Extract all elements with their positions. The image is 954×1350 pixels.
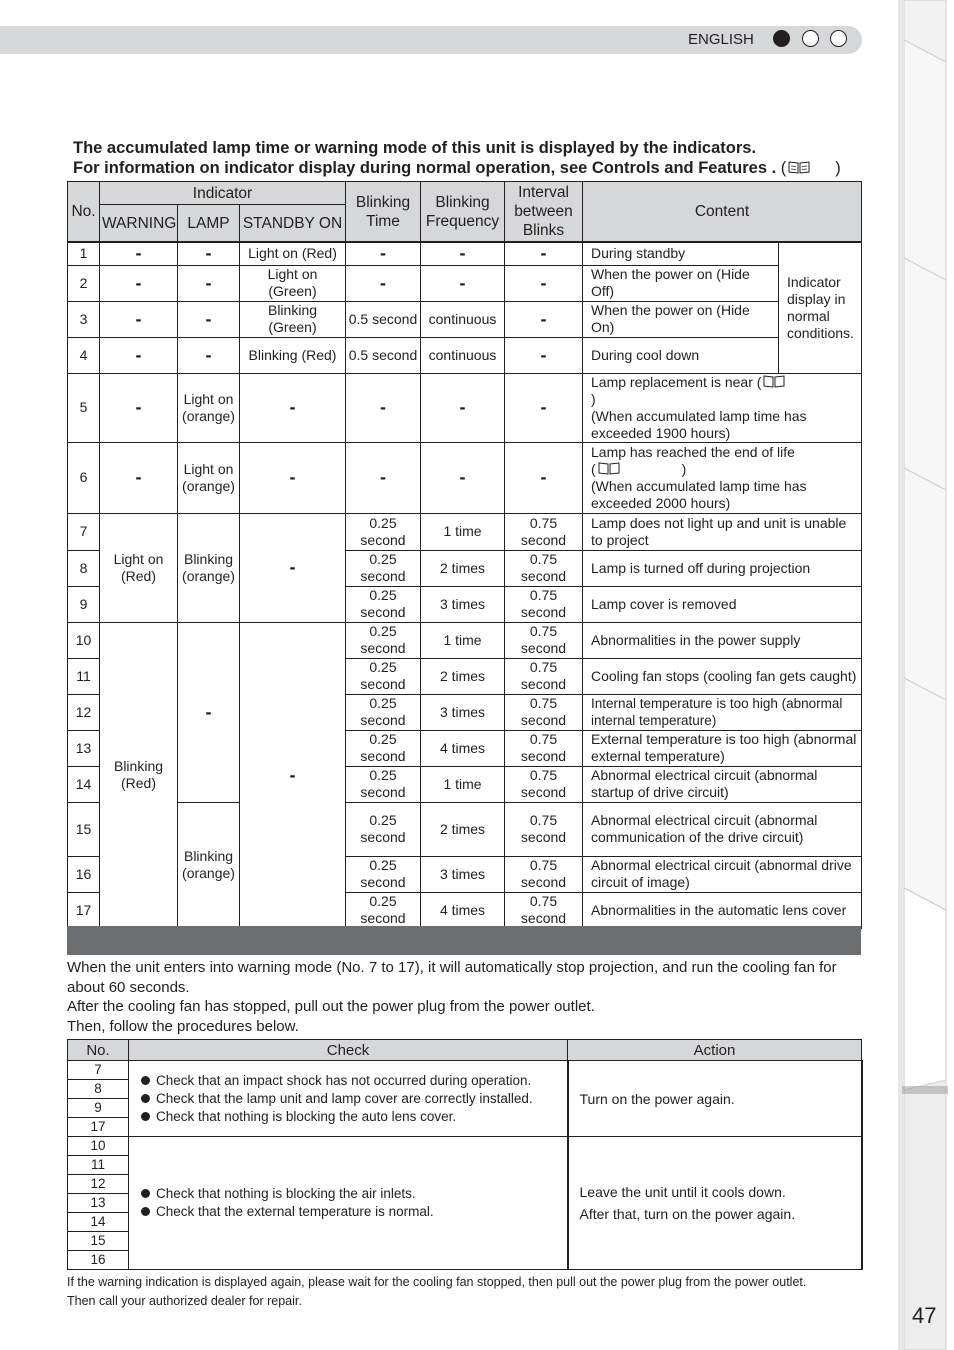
content-cell: When the power on (Hide On)	[583, 301, 779, 337]
header-blinking-time: Blinking Time	[346, 182, 421, 243]
content-cell: Lamp is turned off during projection	[583, 550, 862, 586]
freq-cell: 2 times	[421, 802, 505, 856]
bullet-icon	[141, 1076, 150, 1085]
lamp-cell: Blinking (orange)	[178, 513, 240, 622]
lamp-cell: Light on (orange)	[178, 442, 240, 513]
warning-mode-text	[67, 958, 857, 1036]
freq-cell: -	[421, 442, 505, 513]
row-no: 12	[68, 694, 100, 730]
standby-cell: Light on (Red)	[240, 242, 346, 265]
table-row	[68, 373, 862, 442]
warning-cell: -	[100, 301, 178, 337]
content-cell: External temperature is too high (abnormal external temperature)	[583, 730, 862, 766]
header-blinking-frequency: Blinking Frequency	[421, 182, 505, 243]
warning-cell: -	[100, 442, 178, 513]
lamp-cell: Blinking (orange)	[178, 802, 240, 928]
bullet-icon	[141, 1189, 150, 1198]
action-cell: Turn on the power again.	[568, 1061, 862, 1137]
standby-cell: -	[240, 513, 346, 622]
table-row	[68, 1061, 862, 1080]
page-indicator-dot	[830, 30, 847, 47]
time-cell: 0.25 second	[346, 586, 421, 622]
freq-cell: continuous	[421, 337, 505, 373]
intro-line-2: For information on indicator display during normal operation, see Controls and Features . ( )	[73, 159, 841, 177]
interval-cell: -	[505, 242, 583, 265]
content-cell: Abnormal electrical circuit (abnormal communication of the drive circuit)	[583, 802, 862, 856]
standby-cell: Light on (Green)	[240, 265, 346, 301]
content-cell: During standby	[583, 242, 779, 265]
row-no: 2	[68, 265, 100, 301]
freq-cell: 1 time	[421, 622, 505, 658]
row-no: 14	[68, 766, 100, 802]
row-no: 10	[68, 622, 100, 658]
row-no: 1	[68, 242, 100, 265]
row-no: 12	[68, 1175, 129, 1194]
table-row	[68, 622, 862, 658]
table-row	[68, 802, 862, 856]
warning-paragraph-1: When the unit enters into warning mode (No. 7 to 17), it will automatically stop projection, and run the cooling fan for about 60 seconds.	[67, 959, 837, 996]
table-row	[68, 513, 862, 550]
row-no: 15	[68, 1232, 129, 1251]
content-cell: Internal temperature is too high (abnormal internal temperature)	[583, 694, 862, 730]
content-cell: Lamp replacement is near () (When accumulated lamp time has exceeded 1900 hours)	[583, 373, 862, 442]
row-no: 17	[68, 1118, 129, 1137]
row-no: 9	[68, 586, 100, 622]
row-no: 8	[68, 550, 100, 586]
row-no: 6	[68, 442, 100, 513]
standby-cell: -	[240, 373, 346, 442]
interval-cell: 0.75 second	[505, 586, 583, 622]
time-cell: -	[346, 242, 421, 265]
section-tabs	[896, 0, 954, 1350]
footnote: If the warning indication is displayed again, please wait for the cooling fan stopped, then pull out the power plug from the power outlet. Then call your authorized dealer for repair.	[67, 1275, 807, 1308]
time-cell: 0.25 second	[346, 802, 421, 856]
bullet-icon	[141, 1094, 150, 1103]
row-no: 4	[68, 337, 100, 373]
row-no: 5	[68, 373, 100, 442]
lamp-cell: -	[178, 242, 240, 265]
page-number: 47	[912, 1303, 937, 1328]
warning-cell: Light on (Red)	[100, 513, 178, 622]
lamp-cell: -	[178, 265, 240, 301]
bullet-icon	[141, 1112, 150, 1121]
row-no: 11	[68, 1156, 129, 1175]
lamp-cell: -	[178, 337, 240, 373]
freq-cell: 3 times	[421, 694, 505, 730]
interval-cell: -	[505, 265, 583, 301]
lamp-cell: -	[178, 622, 240, 802]
header-lamp: LAMP	[178, 205, 240, 243]
freq-cell: 1 time	[421, 513, 505, 550]
interval-cell: 0.75 second	[505, 550, 583, 586]
page-indicator-dot-filled	[773, 30, 790, 47]
content-cell: Lamp cover is removed	[583, 586, 862, 622]
check-cell: Check that an impact shock has not occurred during operation. Check that the lamp unit and lamp cover are correctly installed. Check that nothing is blocking the auto lens cover.	[129, 1061, 568, 1137]
table-row	[68, 442, 862, 513]
row-no: 10	[68, 1137, 129, 1156]
language-label: ENGLISH	[688, 31, 754, 48]
indicator-table	[67, 181, 862, 929]
row-no: 16	[68, 1251, 129, 1270]
warning-paragraph-3: Then, follow the procedures below.	[67, 1017, 299, 1035]
freq-cell: 2 times	[421, 550, 505, 586]
row-no: 13	[68, 1194, 129, 1213]
header-indicator: Indicator	[100, 182, 346, 205]
row-no: 11	[68, 658, 100, 694]
table-row	[68, 301, 862, 337]
row-no: 16	[68, 856, 100, 892]
interval-cell: -	[505, 373, 583, 442]
interval-cell: 0.75 second	[505, 658, 583, 694]
lamp-cell: -	[178, 301, 240, 337]
standby-cell: Blinking (Green)	[240, 301, 346, 337]
warning-cell: -	[100, 242, 178, 265]
time-cell: 0.25 second	[346, 730, 421, 766]
normal-conditions-note: Indicator display in normal conditions.	[779, 242, 862, 373]
row-no: 3	[68, 301, 100, 337]
time-cell: -	[346, 442, 421, 513]
section-banner	[67, 926, 861, 955]
row-no: 7	[68, 513, 100, 550]
time-cell: 0.25 second	[346, 766, 421, 802]
header-no: No.	[68, 1040, 129, 1061]
bullet-icon	[141, 1207, 150, 1216]
freq-cell: -	[421, 242, 505, 265]
interval-cell: 0.75 second	[505, 513, 583, 550]
table-row	[68, 1137, 862, 1156]
action-cell: Leave the unit until it cools down. After that, turn on the power again.	[568, 1137, 862, 1270]
time-cell: 0.25 second	[346, 513, 421, 550]
warning-paragraph-2: After the cooling fan has stopped, pull out the power plug from the power outlet.	[67, 998, 595, 1015]
warning-cell: -	[100, 373, 178, 442]
warning-cell: Blinking (Red)	[100, 622, 178, 928]
row-no: 13	[68, 730, 100, 766]
standby-cell: -	[240, 442, 346, 513]
time-cell: 0.25 second	[346, 622, 421, 658]
interval-cell: 0.75 second	[505, 694, 583, 730]
book-reference-icon	[763, 375, 785, 388]
page-indicator-dot	[802, 30, 819, 47]
book-reference-icon	[598, 462, 620, 475]
content-cell: During cool down	[583, 337, 779, 373]
interval-cell: -	[505, 442, 583, 513]
content-cell: Abnormalities in the automatic lens cover	[583, 892, 862, 928]
interval-cell: 0.75 second	[505, 622, 583, 658]
interval-cell: 0.75 second	[505, 766, 583, 802]
header-standby-on: STANDBY ON	[240, 205, 346, 243]
header-content: Content	[583, 182, 862, 243]
table-row	[68, 337, 862, 373]
row-no: 14	[68, 1213, 129, 1232]
freq-cell: 3 times	[421, 586, 505, 622]
interval-cell: 0.75 second	[505, 730, 583, 766]
freq-cell: 4 times	[421, 892, 505, 928]
header-action: Action	[568, 1040, 862, 1061]
time-cell: 0.25 second	[346, 856, 421, 892]
time-cell: -	[346, 265, 421, 301]
table-row	[68, 265, 862, 301]
content-cell: Abnormal electrical circuit (abnormal startup of drive circuit)	[583, 766, 862, 802]
interval-cell: 0.75 second	[505, 892, 583, 928]
time-cell: 0.5 second	[346, 337, 421, 373]
table-row	[68, 242, 862, 265]
content-cell: When the power on (Hide Off)	[583, 265, 779, 301]
time-cell: 0.25 second	[346, 658, 421, 694]
header-no: No.	[68, 182, 100, 243]
row-no: 15	[68, 802, 100, 856]
content-cell: Lamp has reached the end of life ( ) (When accumulated lamp time has exceeded 2000 hours)	[583, 442, 862, 513]
interval-cell: 0.75 second	[505, 856, 583, 892]
interval-cell: 0.75 second	[505, 802, 583, 856]
content-cell: Abnormal electrical circuit (abnormal drive circuit of image)	[583, 856, 862, 892]
freq-cell: 4 times	[421, 730, 505, 766]
intro-text	[73, 138, 841, 178]
warning-cell: -	[100, 265, 178, 301]
header-warning: WARNING	[100, 205, 178, 243]
warning-cell: -	[100, 337, 178, 373]
time-cell: 0.25 second	[346, 694, 421, 730]
interval-cell: -	[505, 337, 583, 373]
time-cell: -	[346, 373, 421, 442]
lamp-cell: Light on (orange)	[178, 373, 240, 442]
interval-cell: -	[505, 301, 583, 337]
row-no: 7	[68, 1061, 129, 1080]
freq-cell: -	[421, 265, 505, 301]
freq-cell: continuous	[421, 301, 505, 337]
check-cell: Check that nothing is blocking the air inlets. Check that the external temperature is normal.	[129, 1137, 568, 1270]
row-no: 8	[68, 1080, 129, 1099]
header-check: Check	[129, 1040, 568, 1061]
standby-cell: -	[240, 622, 346, 928]
freq-cell: 1 time	[421, 766, 505, 802]
time-cell: 0.25 second	[346, 892, 421, 928]
header-interval: Interval between Blinks	[505, 182, 583, 243]
intro-line-1: The accumulated lamp time or warning mode of this unit is displayed by the indicators.	[73, 139, 757, 157]
row-no: 17	[68, 892, 100, 928]
time-cell: 0.5 second	[346, 301, 421, 337]
content-cell: Abnormalities in the power supply	[583, 622, 862, 658]
book-reference-icon	[788, 161, 810, 174]
freq-cell: -	[421, 373, 505, 442]
action-table	[67, 1039, 863, 1270]
content-cell: Lamp does not light up and unit is unable to project	[583, 513, 862, 550]
content-cell: Cooling fan stops (cooling fan gets caught)	[583, 658, 862, 694]
standby-cell: Blinking (Red)	[240, 337, 346, 373]
time-cell: 0.25 second	[346, 550, 421, 586]
row-no: 9	[68, 1099, 129, 1118]
freq-cell: 2 times	[421, 658, 505, 694]
freq-cell: 3 times	[421, 856, 505, 892]
